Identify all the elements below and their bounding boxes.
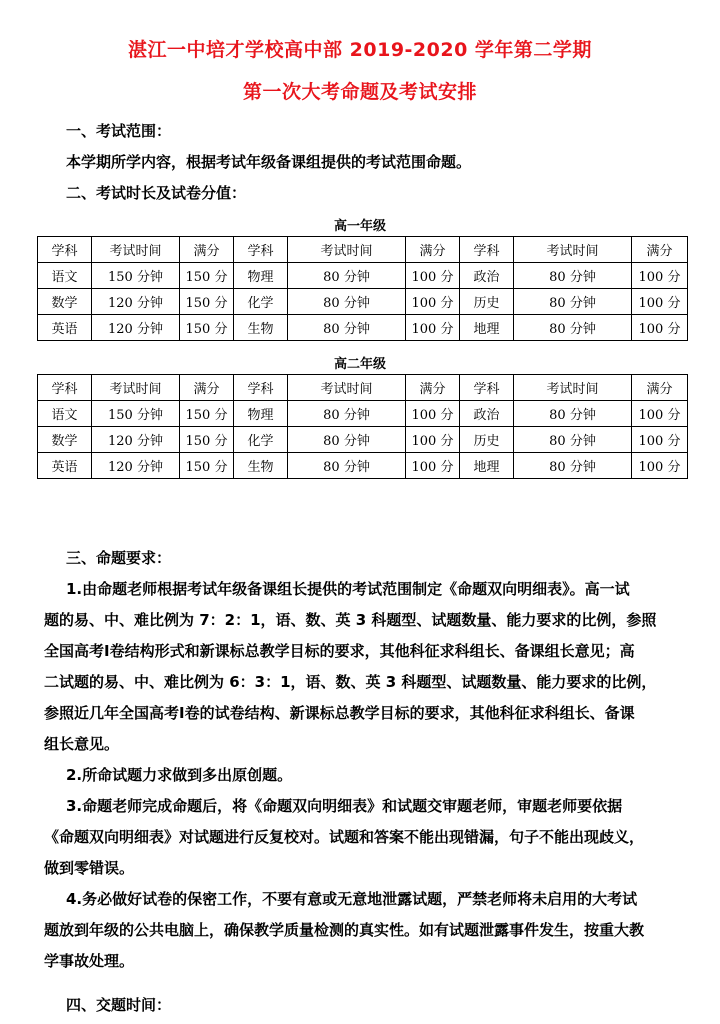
document-title-line2: 第一次大考命题及考试安排: [242, 81, 477, 103]
table-cell: 100 分: [406, 315, 460, 341]
table-row: [38, 289, 688, 315]
paragraph-line: 学事故处理。: [44, 952, 135, 970]
section1-heading: 一、考试范围：: [66, 122, 172, 140]
section1-text: 本学期所学内容，根据考试年级备课组提供的考试范围命题。: [66, 153, 472, 171]
table-cell: 100 分: [632, 315, 688, 341]
table-cell: 80 分钟: [514, 453, 632, 479]
table-cell: 80 分钟: [514, 315, 632, 341]
table-cell: 英语: [38, 453, 92, 479]
paragraph-line: 《命题双向明细表》对试题进行反复校对。试题和答案不能出现错漏，句子不能出现歧义，: [44, 828, 645, 846]
table-cell: 80 分钟: [514, 401, 632, 427]
table-cell: 语文: [38, 263, 92, 289]
table-cell: 80 分钟: [514, 289, 632, 315]
table-cell: 100 分: [406, 289, 460, 315]
paragraph-line: 全国高考Ⅰ卷结构形式和新课标总教学目标的要求，其他科征求科组长、备课组长意见；高: [44, 642, 635, 660]
table-cell: 80 分钟: [514, 427, 632, 453]
table-header-cell: 满分: [632, 375, 688, 401]
grade11-table-caption: 高二年级: [333, 357, 386, 372]
table-cell: 120 分钟: [92, 427, 180, 453]
table-row: [38, 263, 688, 289]
paragraph-line: 题放到年级的公共电脑上，确保教学质量检测的真实性。如有试题泄露事件发生，按重大教: [44, 921, 645, 939]
table-cell: 80 分钟: [288, 263, 406, 289]
table-cell: 150 分钟: [92, 263, 180, 289]
table-header-row: [38, 237, 688, 263]
paragraph-line: 4.务必做好试卷的保密工作，不要有意或无意地泄露试题，严禁老师将未启用的大考试: [66, 890, 638, 908]
table-header-cell: 满分: [632, 237, 688, 263]
table-row: [38, 401, 688, 427]
requirement-item-4: [44, 884, 694, 977]
requirement-item-3: [44, 791, 694, 884]
table-cell: 100 分: [406, 427, 460, 453]
table-header-cell: 满分: [180, 375, 234, 401]
table-cell: 数学: [38, 427, 92, 453]
table-header-cell: 满分: [406, 237, 460, 263]
table-cell: 100 分: [632, 401, 688, 427]
paragraph-line: 3.命题老师完成命题后，将《命题双向明细表》和试题交审题老师，审题老师要依据: [66, 797, 623, 815]
table-header-cell: 考试时间: [92, 375, 180, 401]
table-cell: 100 分: [632, 289, 688, 315]
table-cell: 120 分钟: [92, 315, 180, 341]
table-header-row: [38, 375, 688, 401]
table-cell: 150 分: [180, 289, 234, 315]
paragraph-line: 参照近几年全国高考Ⅰ卷的试卷结构、新课标总教学目标的要求，其他科征求科组长、备课: [44, 704, 635, 722]
table-header-cell: 学科: [460, 237, 514, 263]
table-header-cell: 考试时间: [514, 375, 632, 401]
grade10-table-caption: 高一年级: [333, 219, 386, 234]
table-cell: 80 分钟: [288, 453, 406, 479]
table-cell: 150 分: [180, 453, 234, 479]
table-cell: 语文: [38, 401, 92, 427]
table-cell: 80 分钟: [288, 427, 406, 453]
table-header-cell: 学科: [38, 375, 92, 401]
requirement-item-2: [44, 760, 694, 791]
table-cell: 地理: [460, 315, 514, 341]
paragraph-line: 题的易、中、难比例为 7：2：1，语、数、英 3 科题型、试题数量、能力要求的比例，参照: [44, 611, 657, 629]
table-cell: 100 分: [632, 427, 688, 453]
paragraph-line: 二试题的易、中、难比例为 6：3：1，语、数、英 3 科题型、试题数量、能力要求的比例，: [44, 673, 657, 691]
table-cell: 英语: [38, 315, 92, 341]
table-cell: 80 分钟: [288, 289, 406, 315]
table-cell: 150 分: [180, 427, 234, 453]
table-cell: 数学: [38, 289, 92, 315]
table-cell: 150 分: [180, 263, 234, 289]
table-cell: 100 分: [406, 263, 460, 289]
grade11-exam-table: [37, 374, 688, 479]
table-header-cell: 满分: [180, 237, 234, 263]
section2-heading: 二、考试时长及试卷分值：: [66, 184, 247, 202]
table-cell: 150 分钟: [92, 401, 180, 427]
table-row: [38, 315, 688, 341]
table-cell: 生物: [234, 315, 288, 341]
table-header-cell: 学科: [234, 375, 288, 401]
table-header-cell: 考试时间: [514, 237, 632, 263]
table-header-cell: 学科: [234, 237, 288, 263]
table-header-cell: 考试时间: [288, 375, 406, 401]
table-row: [38, 427, 688, 453]
table-header-cell: 满分: [406, 375, 460, 401]
table-cell: 80 分钟: [288, 315, 406, 341]
table-cell: 物理: [234, 263, 288, 289]
table-cell: 100 分: [632, 453, 688, 479]
table-cell: 120 分钟: [92, 453, 180, 479]
table-cell: 100 分: [406, 401, 460, 427]
table-cell: 120 分钟: [92, 289, 180, 315]
table-cell: 化学: [234, 289, 288, 315]
table-cell: 政治: [460, 263, 514, 289]
grade10-exam-table: [37, 236, 688, 341]
section3-heading: 三、命题要求：: [66, 549, 172, 567]
table-cell: 生物: [234, 453, 288, 479]
table-header-cell: 学科: [460, 375, 514, 401]
requirement-item-1: [44, 574, 694, 760]
table-cell: 150 分: [180, 315, 234, 341]
table-cell: 历史: [460, 289, 514, 315]
document-title-line1: 湛江一中培才学校高中部 2019-2020 学年第二学期: [128, 39, 592, 61]
table-row: [38, 453, 688, 479]
table-cell: 100 分: [406, 453, 460, 479]
table-cell: 100 分: [632, 263, 688, 289]
table-cell: 历史: [460, 427, 514, 453]
table-cell: 80 分钟: [514, 263, 632, 289]
table-cell: 化学: [234, 427, 288, 453]
table-header-cell: 考试时间: [92, 237, 180, 263]
table-cell: 80 分钟: [288, 401, 406, 427]
table-cell: 物理: [234, 401, 288, 427]
paragraph-line: 组长意见。: [44, 735, 120, 753]
table-cell: 政治: [460, 401, 514, 427]
table-cell: 150 分: [180, 401, 234, 427]
table-header-cell: 考试时间: [288, 237, 406, 263]
table-cell: 地理: [460, 453, 514, 479]
paragraph-line: 1.由命题老师根据考试年级备课组长提供的考试范围制定《命题双向明细表》。高一试: [66, 580, 630, 598]
paragraph-line: 做到零错误。: [44, 859, 135, 877]
section4-heading: 四、交题时间：: [66, 996, 172, 1014]
paragraph-line: 2.所命试题力求做到多出原创题。: [66, 766, 293, 784]
table-header-cell: 学科: [38, 237, 92, 263]
